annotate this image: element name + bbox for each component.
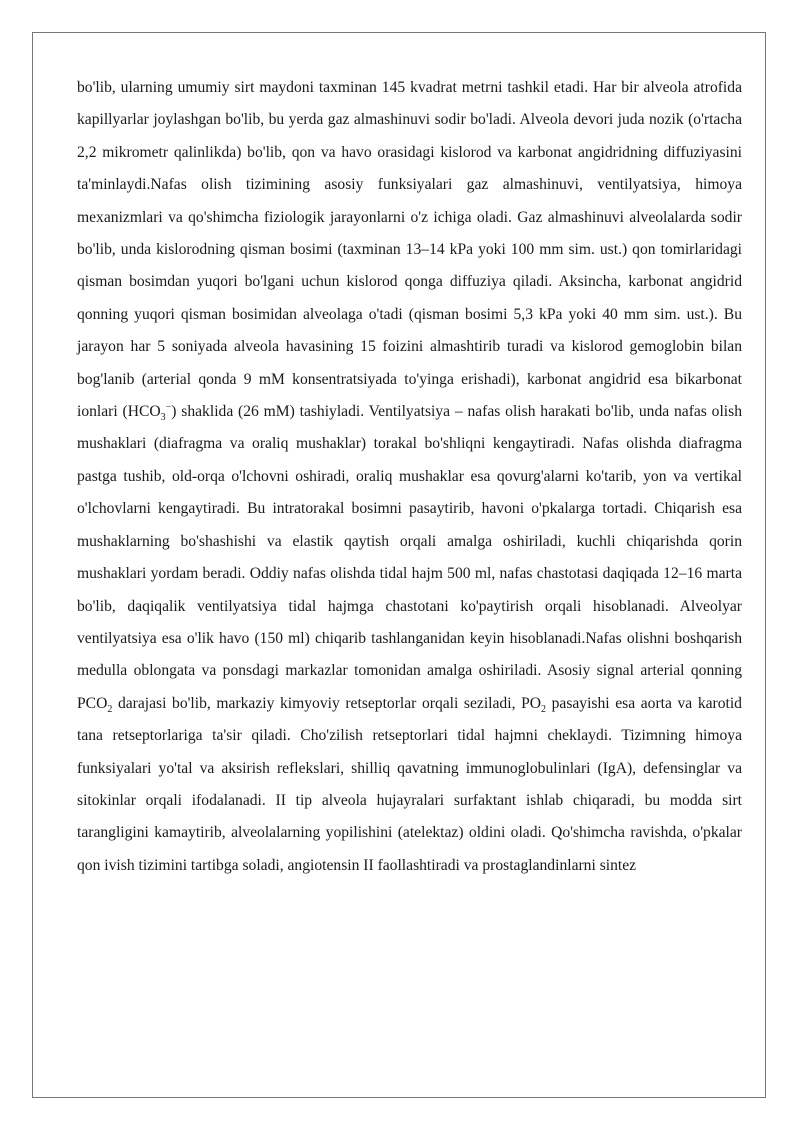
body-text bbox=[77, 72, 742, 882]
formula-subscript: 2 bbox=[541, 703, 546, 715]
text-run: bo'lib, ularning umumiy sirt maydoni taxminan 145 kvadrat metrni tashkil etadi. Har bir alveola atrofida kapillyarlar joylashgan bo'lib, bu yerda gaz almashinuvi sodir bo'ladi. Alveola devori juda nozik (o'rtacha 2,2 mikrometr qalinlikda) bo'lib, qon va havo orasidagi kislorod va karbonat angidridning diffuziyasini ta'minlaydi.Nafas olish tizimining asosiy funksiyalari gaz almashinuvi, ventilyatsiya, himoya mexanizmlari va qo'shimcha fiziologik jarayonlarni o'z ichiga oladi. Gaz almashinuvi alveolalarda sodir bo'lib, unda kislorodning qisman bosimi (taxminan 13–14 kPa yoki 100 mm sim. ust.) qon tomirlaridagi qisman bosimdan yuqori bo'lgani uchun kislorod qonga diffuziya qiladi. Aksincha, karbonat angidrid qonning yuqori qisman bosimidan alveolaga o'tadi (qisman bosimi 5,3 kPa yoki 40 mm sim. ust.). Bu jarayon har 5 soniyada alveola havasining 15 foizini almashtirib turadi va kislorod gemoglobin bilan bog'lanib (arterial qonda 9 mM konsentratsiyada to'yinga erishadi), karbonat angidrid esa bikarbonat ionlari ( bbox=[77, 79, 742, 421]
formula-base: PCO bbox=[77, 694, 108, 712]
formula-pco2 bbox=[77, 694, 113, 715]
formula-po2 bbox=[521, 694, 546, 715]
formula-superscript: − bbox=[165, 401, 172, 413]
formula-base: PO bbox=[521, 694, 541, 712]
text-run: darajasi bo'lib, markaziy kimyoviy retseptorlar orqali seziladi, bbox=[112, 694, 522, 712]
formula-subscript: 2 bbox=[107, 703, 113, 715]
formula-subscript: 3 bbox=[160, 412, 166, 424]
text-run: pasayishi esa aorta va karotid tana retseptorlariga ta'sir qiladi. Cho'zilish retseptorlari tidal hajmni cheklaydi. Tizimning himoya funksiyalari yo'tal va aksirish reflekslari, shilliq qavatning immunoglobulinlari (IgA), defensinglar va sitokinlar orqali ifodalanadi. II tip alveola hujayralari surfaktant ishlab chiqaradi, bu modda sirt tarangligini kamaytirib, alveolalarning yopilishini (atelektaz) oldini oladi. Qo'shimcha ravishda, o'pkalar qon ivish tizimini tartibga soladi, angiotensin II faollashtiradi va prostaglandinlarni sintez bbox=[77, 694, 742, 874]
text-run: ) shaklida (26 mM) tashiyladi. Ventilyatsiya – nafas olish harakati bo'lib, unda nafas olish mushaklari (diafragma va oraliq mushaklar) torakal bo'shliqni kengaytiradi. Nafas olishda diafragma pastga tushib, old-orqa o'lchovni oshiradi, oraliq mushaklar esa qovurg'alarni ko'tarib, yon va vertikal o'lchovlarni kengaytiradi. Bu intratorakal bosimni pasaytirib, havoni o'pkalarga tortadi. Chiqarish esa mushaklarning bo'shashishi va elastik qaytish orqali amalga oshiriladi, kuchli chiqarishda qorin mushaklari yordam beradi. Oddiy nafas olishda tidal hajm 500 ml, nafas chastotasi daqiqada 12–16 marta bo'lib, daqiqalik ventilyatsiya tidal hajmga chastotani ko'paytirish orqali hisoblanadi. Alveolyar ventilyatsiya esa o'lik havo (150 ml) chiqarib tashlanganidan keyin hisoblanadi.Nafas olishni boshqarish medulla oblongata va ponsdagi markazlar tomonidan amalga oshiriladi. Asosiy signal arterial qonning bbox=[77, 403, 742, 680]
formula-base: HCO bbox=[127, 403, 161, 421]
formula-hco3 bbox=[127, 401, 172, 424]
paragraph bbox=[77, 72, 742, 882]
